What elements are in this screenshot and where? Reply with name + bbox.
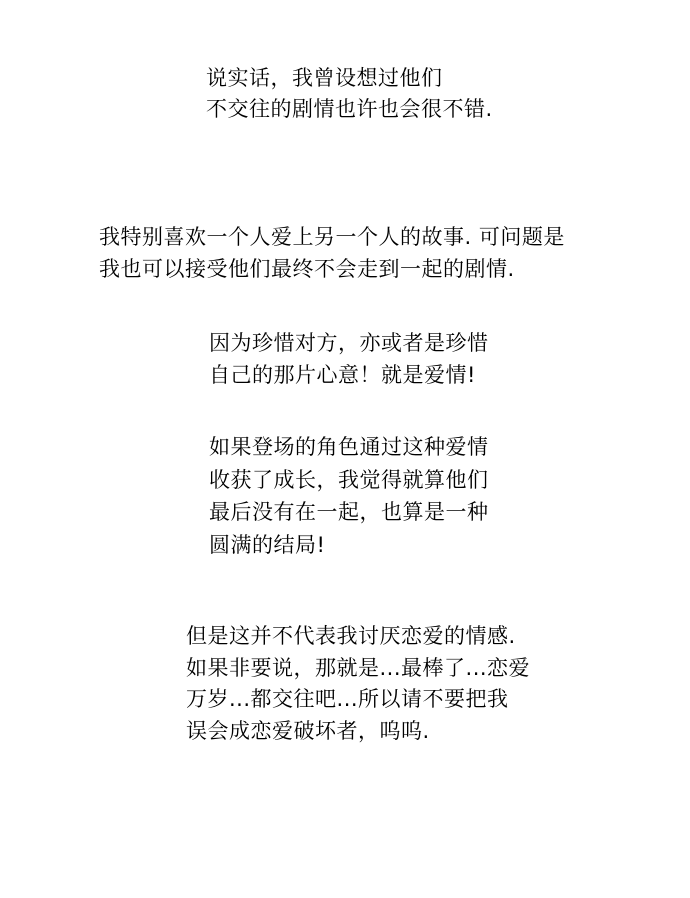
paragraph-4-line-1: 如果登场的角色通过这种爱情 [209,435,489,459]
paragraph-4-line-4: 圆满的结局! [209,532,326,557]
paragraph-4 [209,431,489,561]
paragraph-1-line-1: 说实话，我曾设想过他们 [206,66,443,90]
paragraph-3-line-1: 因为珍惜对方，亦或者是珍惜 [209,331,489,355]
paragraph-2-line-1: 我特别喜欢一个人爱上另一个人的故事. 可问题是 [99,225,565,249]
paragraph-5-line-4: 误会成恋爱破坏者，呜呜. [186,718,430,743]
paragraph-2-line-2: 我也可以接受他们最终不会走到一起的剧情. [99,257,515,281]
paragraph-5-line-1: 但是这并不代表我讨厌恋爱的情感. [186,624,516,648]
paragraph-3-line-2: 自己的那片心意！就是爱情! [209,363,476,387]
paragraph-5 [186,621,530,747]
paragraph-1-line-2: 不交往的剧情也许也会很不错. [206,97,493,121]
paragraph-1 [206,63,493,125]
paragraph-5-line-2: 如果非要说，那就是...最棒了...恋爱 [186,655,531,680]
paragraph-3 [209,327,489,391]
paragraph-5-line-3: 万岁...都交往吧...所以请不要把我 [186,687,509,711]
paragraph-4-line-2: 收获了成长，我觉得就算他们 [209,467,489,492]
paragraph-4-line-3: 最后没有在一起，也算是一种 [209,500,489,524]
paragraph-2 [99,221,565,285]
